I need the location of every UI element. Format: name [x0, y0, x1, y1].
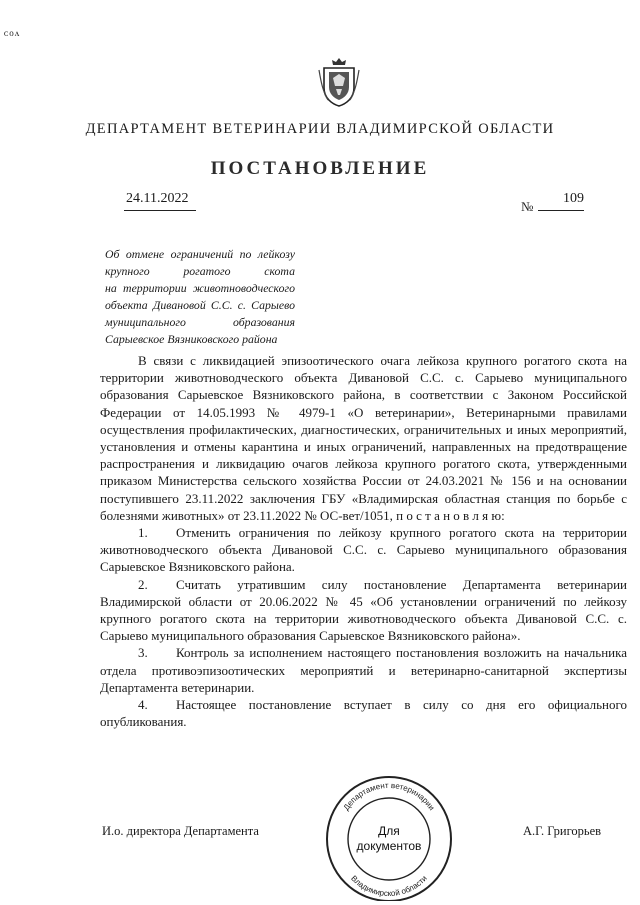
subject-line: Сарыевское Вязниковского района — [105, 332, 278, 346]
item-text: Отменить ограничения по лейкозу крупного рогатого скота на территории животноводческого объекта Дивановой С.С. с. Сарыево муниципального образования Сарыевское Вязниковского района. — [100, 525, 627, 575]
subject-line: на территории животноводческого — [105, 281, 295, 295]
date-underline — [124, 210, 196, 211]
item-text: Контроль за исполнением настоящего постановления возложить на начальника отдела противоэпизоотических мероприятий и ветеринарно-санитарной экспертизы Департамента ветеринарии. — [100, 645, 627, 695]
item-text: Считать утратившим силу постановление Департамента ветеринарии Владимирской области от 20.06.2022 № 45 «Об установлении ограничений по лейкозу крупного рогатого скота на территории животноводческого объекта Дивановой С.С. с. Сарыево муниципального образования Сарыевское Вязниковского района». — [100, 576, 627, 644]
number-sign: № — [521, 199, 534, 214]
list-item — [100, 524, 627, 576]
document-date: 24.11.2022 — [126, 191, 189, 206]
signatory-position: И.о. директора Департамента — [102, 824, 259, 838]
document-subject — [105, 246, 295, 348]
list-item — [100, 644, 627, 696]
document-title: ПОСТАНОВЛЕНИЕ — [210, 158, 430, 179]
item-number: 2. — [138, 576, 148, 592]
preamble-paragraph: В связи с ликвидацией эпизоотического очага лейкоза крупного рогатого скота на территории животноводческого объекта Дивановой С.С. с. Сарыево муниципального образования Сарыевское Вязниковского района, в соответствии с Законом Российской Федерации от 14.05.1993 № 4979-1 «О ветеринарии», Ветеринарными правилами осуществления профилактических, диагностических, ограничительных и иных мероприятий, установления и отмены карантина и иных ограничений, направленных на предотвращение распространения и ликвидацию очагов лейкоза крупного рогатого скота, утвержденными приказом Министерства сельского хозяйства России от 24.03.2021 № 156 и на основании поступившего 23.11.2022 заключения ГБУ «Владимирская областная станция по борьбе с болезнями животных» от 23.11.2022 № ОС-вет/1051, п о с т а н о в л я ю: — [100, 353, 627, 523]
item-number: 1. — [138, 525, 148, 541]
subject-line: крупного рогатого скота — [105, 264, 295, 278]
official-stamp — [318, 773, 460, 901]
item-number: 3. — [138, 645, 148, 661]
item-text: Настоящее постановление вступает в силу со дня его официального опубликования. — [100, 697, 627, 730]
document-number: 109 — [563, 191, 584, 206]
signatory-name: А.Г. Григорьев — [523, 824, 602, 838]
subject-line: муниципального образования — [105, 315, 295, 329]
number-underline — [538, 210, 584, 211]
list-item — [100, 576, 627, 645]
subject-line: объекта Дивановой С.С. с. Сарыево — [105, 298, 295, 312]
item-number: 4. — [138, 697, 148, 713]
stamp-ring-text: Департамент ветеринарии — [341, 780, 437, 813]
stamp-line: документов — [356, 839, 422, 853]
coat-of-arms-icon — [318, 56, 360, 108]
corner-mark: ᴄᴏᴧ — [4, 29, 21, 39]
department-name: ДЕПАРТАМЕНТ ВЕТЕРИНАРИИ ВЛАДИМИРСКОЙ ОБЛАСТИ — [85, 121, 555, 137]
stamp-ring-text: Владимирской области — [349, 873, 429, 899]
list-item — [100, 696, 627, 730]
subject-line: Об отмене ограничений по лейкозу — [105, 247, 295, 261]
stamp-line: Для — [378, 824, 400, 838]
document-body — [100, 352, 627, 730]
